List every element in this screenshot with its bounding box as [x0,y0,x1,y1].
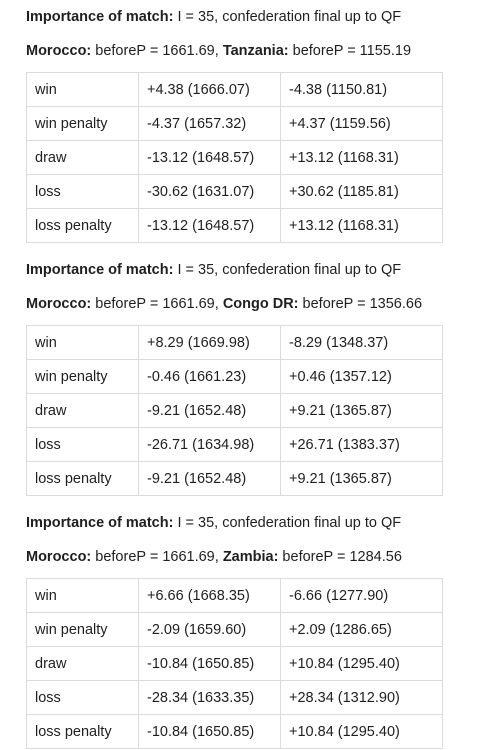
teams-line [26,287,487,321]
team2-change-cell: +0.46 (1357.12) [281,360,443,394]
teams-line [26,540,487,574]
outcome-cell: win [27,73,139,107]
outcome-cell: win penalty [27,107,139,141]
table-row [27,613,443,647]
team1-change-cell: -30.62 (1631.07) [139,175,281,209]
match-section-tanzania [26,0,487,243]
importance-line [26,506,487,540]
outcome-cell: win [27,579,139,613]
table-row [27,579,443,613]
importance-value: I = 35, confederation final up to QF [173,262,402,278]
team2-before: beforeP = 1356.66 [298,296,423,312]
team2-change-cell: +10.84 (1295.40) [281,647,443,681]
team1-name: Morocco: [26,296,92,312]
team1-change-cell: -13.12 (1648.57) [139,209,281,243]
team1-change-cell: +6.66 (1668.35) [139,579,281,613]
team2-change-cell: -4.38 (1150.81) [281,73,443,107]
table-row [27,462,443,496]
importance-label: Importance of match: [26,262,174,278]
outcome-cell: loss [27,428,139,462]
points-table [26,578,443,749]
team1-change-cell: -26.71 (1634.98) [139,428,281,462]
team1-change-cell: -13.12 (1648.57) [139,141,281,175]
importance-label: Importance of match: [26,515,174,531]
team1-change-cell: -10.84 (1650.85) [139,715,281,749]
team2-change-cell: +10.84 (1295.40) [281,715,443,749]
team2-before: beforeP = 1284.56 [278,549,402,565]
table-row [27,394,443,428]
team1-before: beforeP = 1661.69, [91,549,223,565]
outcome-cell: draw [27,647,139,681]
team2-change-cell: +9.21 (1365.87) [281,394,443,428]
team1-change-cell: -28.34 (1633.35) [139,681,281,715]
table-row [27,107,443,141]
table-row [27,209,443,243]
team2-change-cell: +13.12 (1168.31) [281,141,443,175]
match-section-zambia [26,506,487,749]
importance-line [26,253,487,287]
table-row [27,360,443,394]
table-row [27,647,443,681]
table-row [27,175,443,209]
table-row [27,73,443,107]
importance-value: I = 35, confederation final up to QF [173,515,402,531]
team2-change-cell: -6.66 (1277.90) [281,579,443,613]
outcome-cell: loss [27,681,139,715]
team2-change-cell: +4.37 (1159.56) [281,107,443,141]
team2-change-cell: +28.34 (1312.90) [281,681,443,715]
importance-line [26,0,487,34]
team2-before: beforeP = 1155.19 [288,43,412,59]
outcome-cell: loss penalty [27,715,139,749]
team2-name: Congo DR: [222,296,299,312]
team2-change-cell: +9.21 (1365.87) [281,462,443,496]
table-row [27,715,443,749]
team2-name: Tanzania: [222,43,289,59]
team2-change-cell: +13.12 (1168.31) [281,209,443,243]
table-row [27,681,443,715]
team1-change-cell: -9.21 (1652.48) [139,394,281,428]
team1-name: Morocco: [26,549,92,565]
team1-name: Morocco: [26,43,92,59]
points-table [26,325,443,496]
team1-change-cell: -4.37 (1657.32) [139,107,281,141]
team2-change-cell: +26.71 (1383.37) [281,428,443,462]
table-row [27,141,443,175]
outcome-cell: draw [27,141,139,175]
outcome-cell: loss penalty [27,462,139,496]
importance-value: I = 35, confederation final up to QF [173,9,402,25]
importance-label: Importance of match: [26,9,174,25]
team2-change-cell: +30.62 (1185.81) [281,175,443,209]
team1-change-cell: -2.09 (1659.60) [139,613,281,647]
match-section-congo-dr [26,253,487,496]
team1-before: beforeP = 1661.69, [91,296,223,312]
outcome-cell: win penalty [27,613,139,647]
outcome-cell: win [27,326,139,360]
team2-name: Zambia: [222,549,279,565]
outcome-cell: draw [27,394,139,428]
team1-change-cell: -10.84 (1650.85) [139,647,281,681]
team2-change-cell: +2.09 (1286.65) [281,613,443,647]
table-row [27,428,443,462]
outcome-cell: loss penalty [27,209,139,243]
team2-change-cell: -8.29 (1348.37) [281,326,443,360]
table-row [27,326,443,360]
outcome-cell: loss [27,175,139,209]
team1-before: beforeP = 1661.69, [91,43,223,59]
team1-change-cell: +8.29 (1669.98) [139,326,281,360]
team1-change-cell: +4.38 (1666.07) [139,73,281,107]
team1-change-cell: -9.21 (1652.48) [139,462,281,496]
outcome-cell: win penalty [27,360,139,394]
team1-change-cell: -0.46 (1661.23) [139,360,281,394]
teams-line [26,34,487,68]
points-table [26,72,443,243]
